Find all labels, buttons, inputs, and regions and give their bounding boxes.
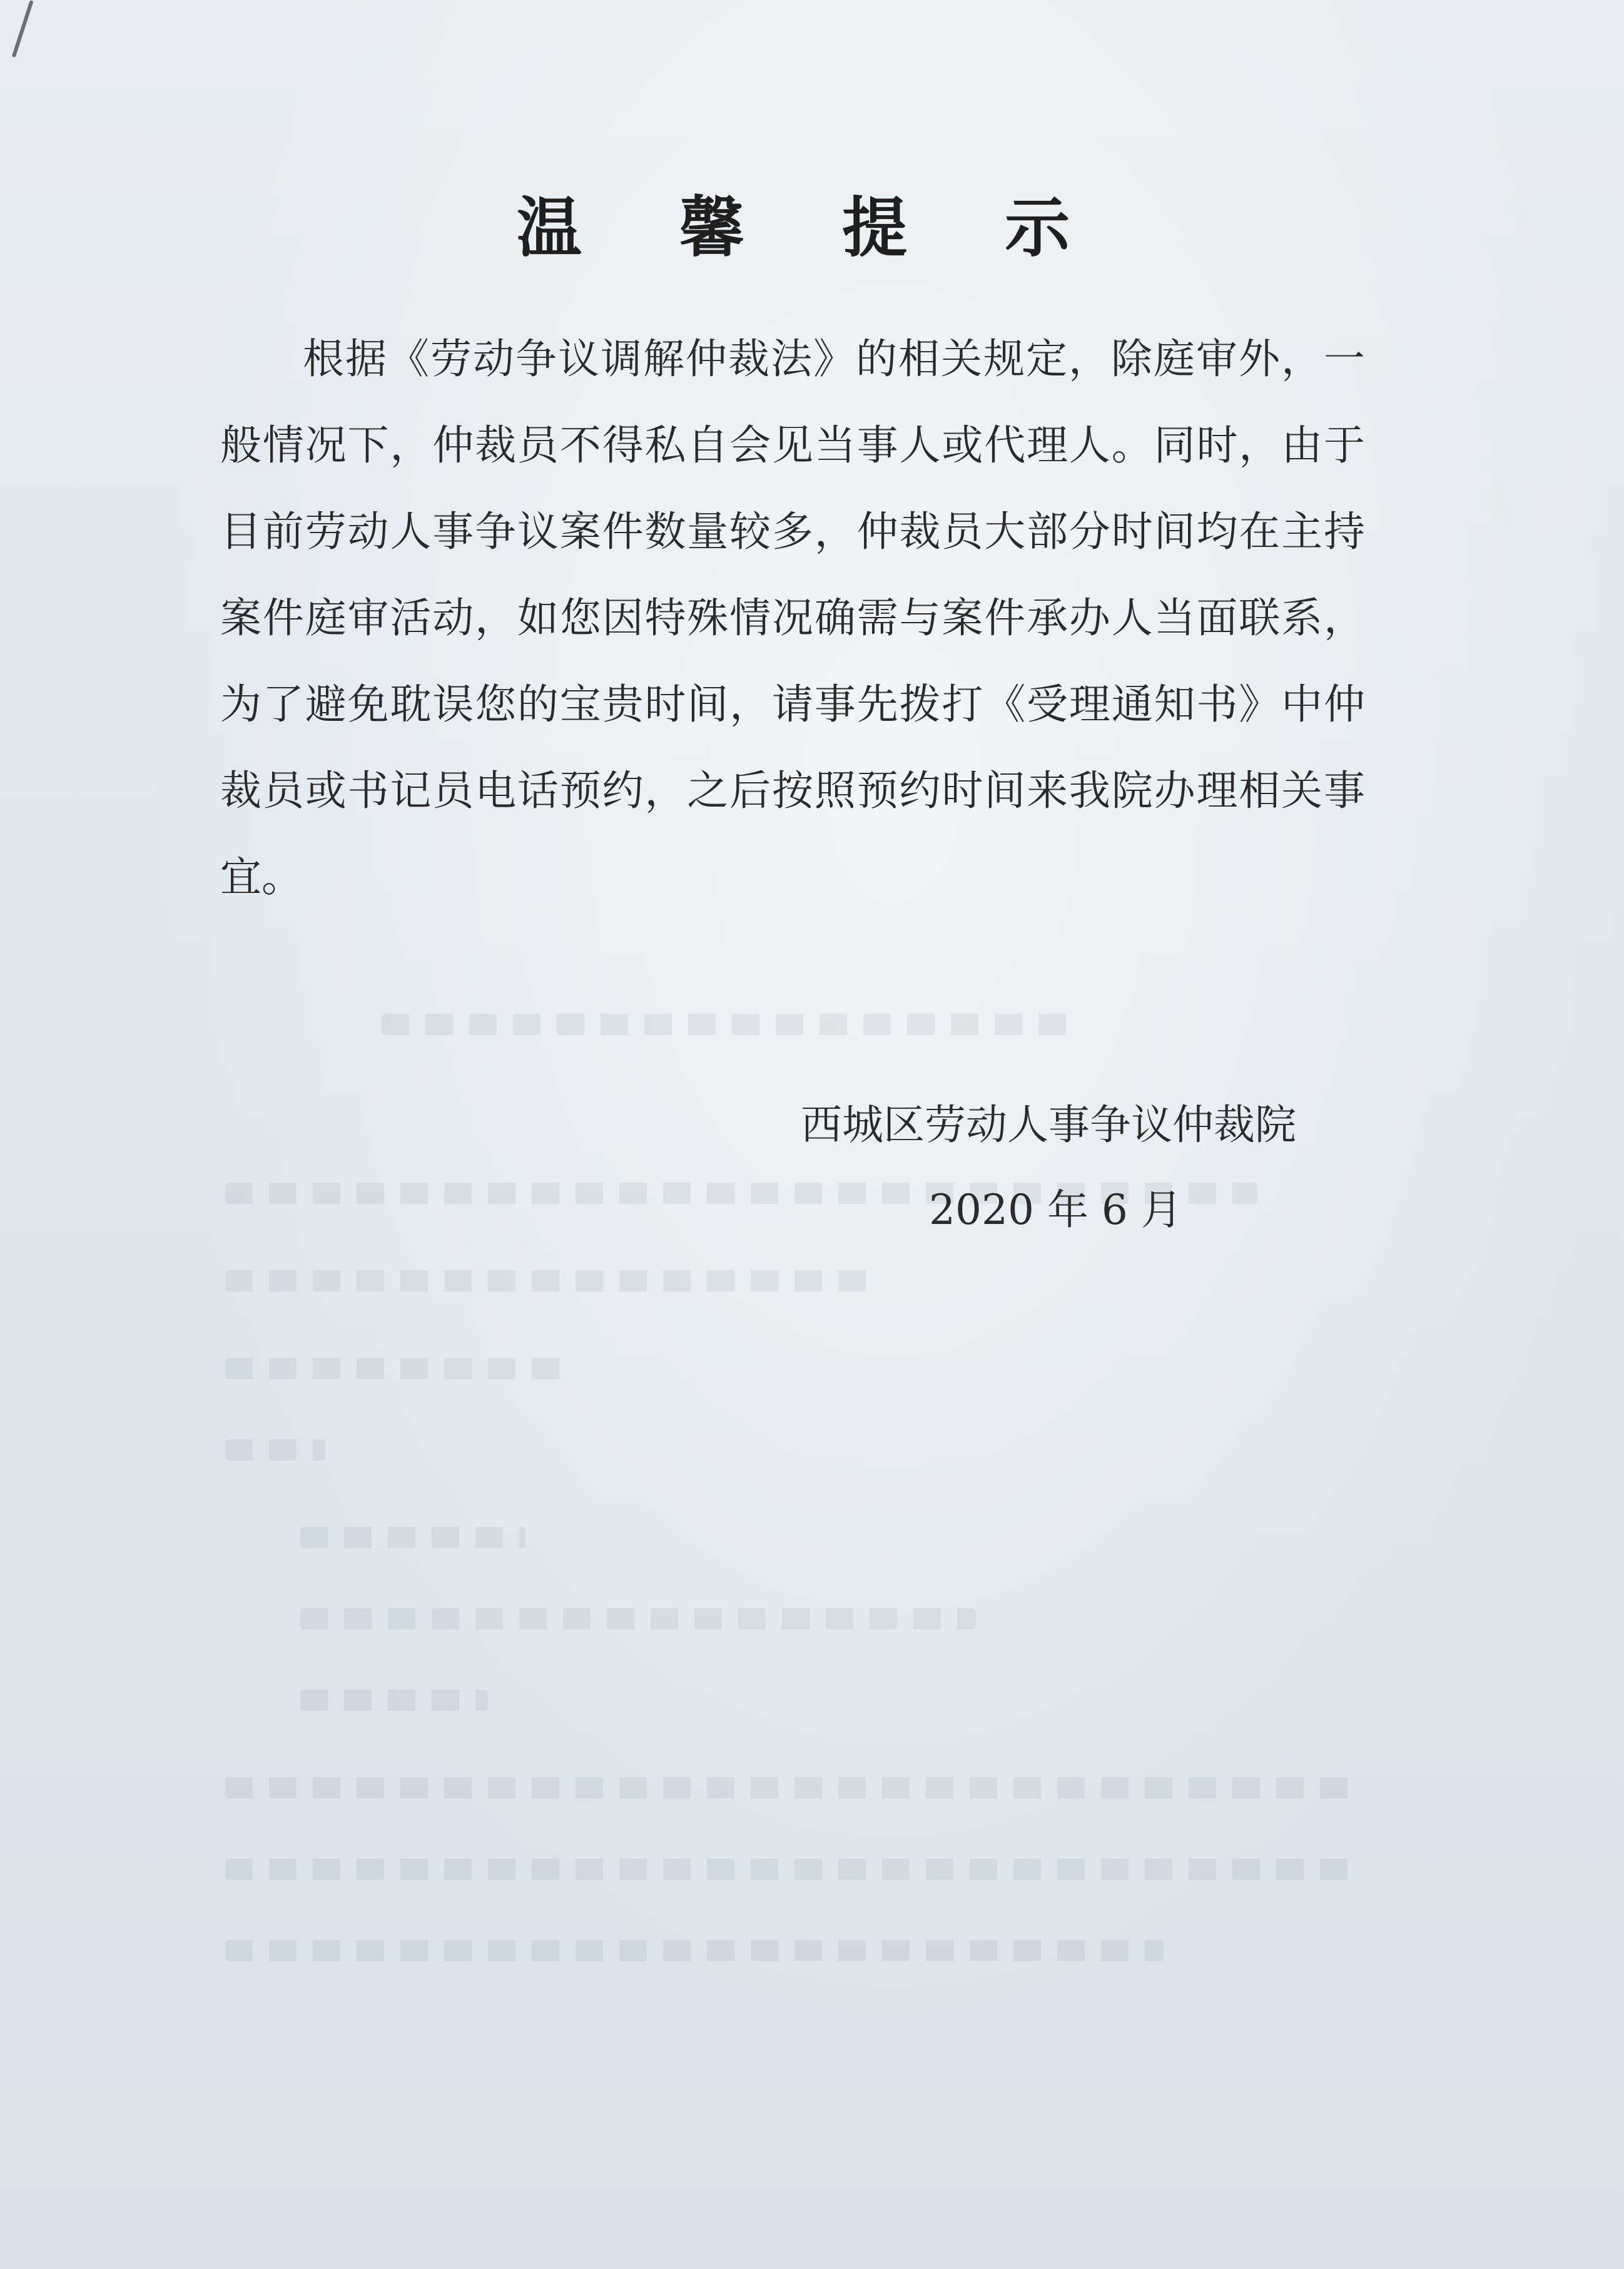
notice-body [220,316,1365,920]
notice-paragraph: 根据《劳动争议调解仲裁法》的相关规定，除庭审外，一般情况下，仲裁员不得私自会见当事人或代理人。同时，由于目前劳动人事争议案件数量较多，仲裁员大部分时间均在主持案件庭审活动，如您因特殊情况确需与案件承办人当面联系，为了避免耽误您的宝贵时间，请事先拨打《受理通知书》中仲裁员或书记员电话预约，之后按照预约时间来我院办理相关事宜。 [220,335,1365,901]
page-title: 温 馨 提 示 [516,190,1108,266]
signature-block [801,1083,1364,1253]
staple-mark [12,0,34,58]
issue-date: 2020 年 6 月 [929,1186,1182,1234]
issuing-organization: 西城区劳动人事争议仲裁院 [801,1101,1296,1149]
